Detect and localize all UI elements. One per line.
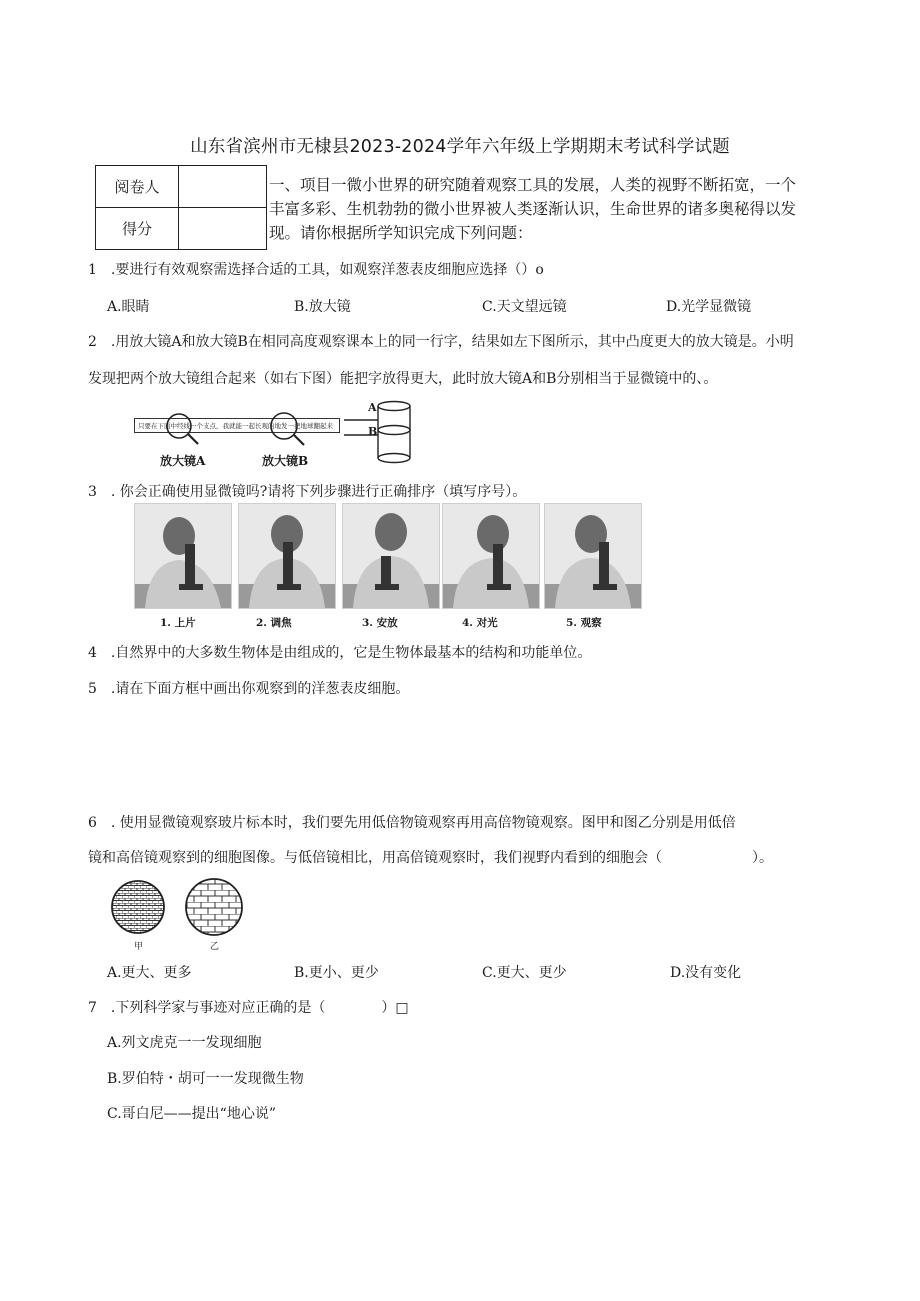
question-1: 1 .要进行有效观察需选择合适的工具，如观察洋葱表皮细胞应选择（）o bbox=[88, 262, 544, 278]
grader-table bbox=[95, 165, 267, 250]
q1-option-a[interactable]: A.眼睛 bbox=[107, 299, 150, 315]
step-label: 调焦 bbox=[270, 617, 292, 629]
q6-option-a[interactable]: A.更大、更多 bbox=[107, 965, 192, 981]
q1-option-c[interactable]: C.天文望远镜 bbox=[482, 299, 567, 315]
high-power-cells-icon bbox=[186, 879, 242, 935]
low-power-cells-icon bbox=[112, 881, 164, 933]
step-card bbox=[238, 503, 336, 630]
drawing-area[interactable] bbox=[107, 708, 807, 804]
section-intro-line: 现。请你根据所学知识完成下列问题： bbox=[269, 224, 533, 242]
question-4: 4 .自然界中的大多数生物体是由组成的，它是生物体最基本的结构和功能单位。 bbox=[88, 645, 592, 661]
q6-option-c[interactable]: C.更大、更少 bbox=[482, 965, 567, 981]
reviewer-field[interactable] bbox=[179, 166, 267, 208]
text-strip: 只要在下面中经线一个支点，我就能一起长观的地发一把地球翻起来 bbox=[134, 418, 340, 433]
section-intro-line: 一、项目一微小世界的研究随着观察工具的发展，人类的视野不断拓宽，一个 bbox=[269, 176, 797, 194]
step-photo-icon bbox=[342, 503, 440, 609]
step-card bbox=[442, 503, 540, 630]
question-6-line-2-text: 镜和高倍镜观察到的细胞图像。与低倍镜相比，用高倍镜观察时，我们视野内看到的细胞会（ bbox=[88, 850, 662, 866]
fig-label-yi: 乙 bbox=[210, 942, 220, 952]
step-label: 对光 bbox=[476, 617, 498, 629]
step-photo-icon bbox=[442, 503, 540, 609]
q7-option-c[interactable]: C.哥白尼——提出“地心说” bbox=[107, 1106, 276, 1122]
score-field[interactable] bbox=[179, 208, 267, 250]
step-number: 2. bbox=[256, 617, 267, 629]
reviewer-label: 阅卷人 bbox=[96, 166, 179, 208]
tube-label-a: A bbox=[368, 401, 377, 414]
step-card bbox=[544, 503, 642, 630]
step-photo-icon bbox=[238, 503, 336, 609]
step-card bbox=[342, 503, 440, 630]
cell-images-figure bbox=[110, 878, 250, 942]
step-photo-icon bbox=[544, 503, 642, 609]
step-number: 5. bbox=[566, 617, 577, 629]
question-6-line-1: 6 . 使用显微镜观察玻片标本时，我们要先用低倍物镜观察再用高倍物镜观察。图甲和图乙分别是用低倍 bbox=[88, 815, 736, 831]
question-5: 5 .请在下面方框中画出你观察到的洋葱表皮细胞。 bbox=[88, 681, 410, 697]
page-title: 山东省滨州市无棣县2023-2024学年六年级上学期期末考试科学试题 bbox=[190, 137, 730, 157]
section-intro-line: 丰富多彩、生机勃勃的微小世界被人类逐渐认识，生命世界的诸多奥秘得以发 bbox=[269, 200, 797, 218]
magnifier-a-label: 放大镜A bbox=[160, 454, 206, 468]
step-label: 上片 bbox=[174, 617, 196, 629]
step-card bbox=[134, 503, 232, 630]
magnifier-a-icon bbox=[167, 414, 191, 438]
q7-option-a[interactable]: A.列文虎克一一发现细胞 bbox=[107, 1035, 262, 1051]
step-number: 3. bbox=[362, 617, 373, 629]
question-6-line-2-end: ）。 bbox=[752, 850, 773, 866]
question-2-line-2: 发现把两个放大镜组合起来（如右下图）能把字放得更大，此时放大镜A和B分别相当于显微镜中的、。 bbox=[88, 371, 718, 387]
step-label: 观察 bbox=[580, 617, 602, 629]
question-7: 7 .下列科学家与事迹对应正确的是（ ）□ bbox=[88, 1000, 409, 1016]
section-intro bbox=[269, 173, 859, 245]
q6-option-d[interactable]: D.没有变化 bbox=[670, 965, 742, 981]
q1-option-d[interactable]: D.光学显微镜 bbox=[666, 299, 752, 315]
magnifier-b-label: 放大镜B bbox=[262, 454, 309, 468]
score-label: 得分 bbox=[96, 208, 179, 250]
question-2-line-1: 2 .用放大镜A和放大镜B在相同高度观察课本上的同一行字，结果如左下图所示，其中凸度更大的放大镜是。小明 bbox=[88, 334, 794, 350]
step-label: 安放 bbox=[376, 617, 398, 629]
q6-option-b[interactable]: B.更小、更少 bbox=[294, 965, 379, 981]
q7-option-b[interactable]: B.罗伯特・胡可一一发现微生物 bbox=[107, 1071, 304, 1087]
magnifier-b-icon bbox=[271, 413, 297, 439]
step-number: 1. bbox=[160, 617, 171, 629]
step-number: 4. bbox=[462, 617, 473, 629]
tube-label-b: B bbox=[368, 425, 378, 438]
fig-label-jia: 甲 bbox=[134, 942, 144, 952]
microscope-steps-figure bbox=[134, 503, 640, 628]
question-3: 3 . 你会正确使用显微镜吗?请将下列步骤进行正确排序（填写序号）。 bbox=[88, 484, 527, 500]
question-6-line-2 bbox=[88, 847, 773, 867]
step-photo-icon bbox=[134, 503, 232, 609]
q1-option-b[interactable]: B.放大镜 bbox=[294, 299, 351, 315]
magnifier-figure bbox=[134, 398, 424, 468]
